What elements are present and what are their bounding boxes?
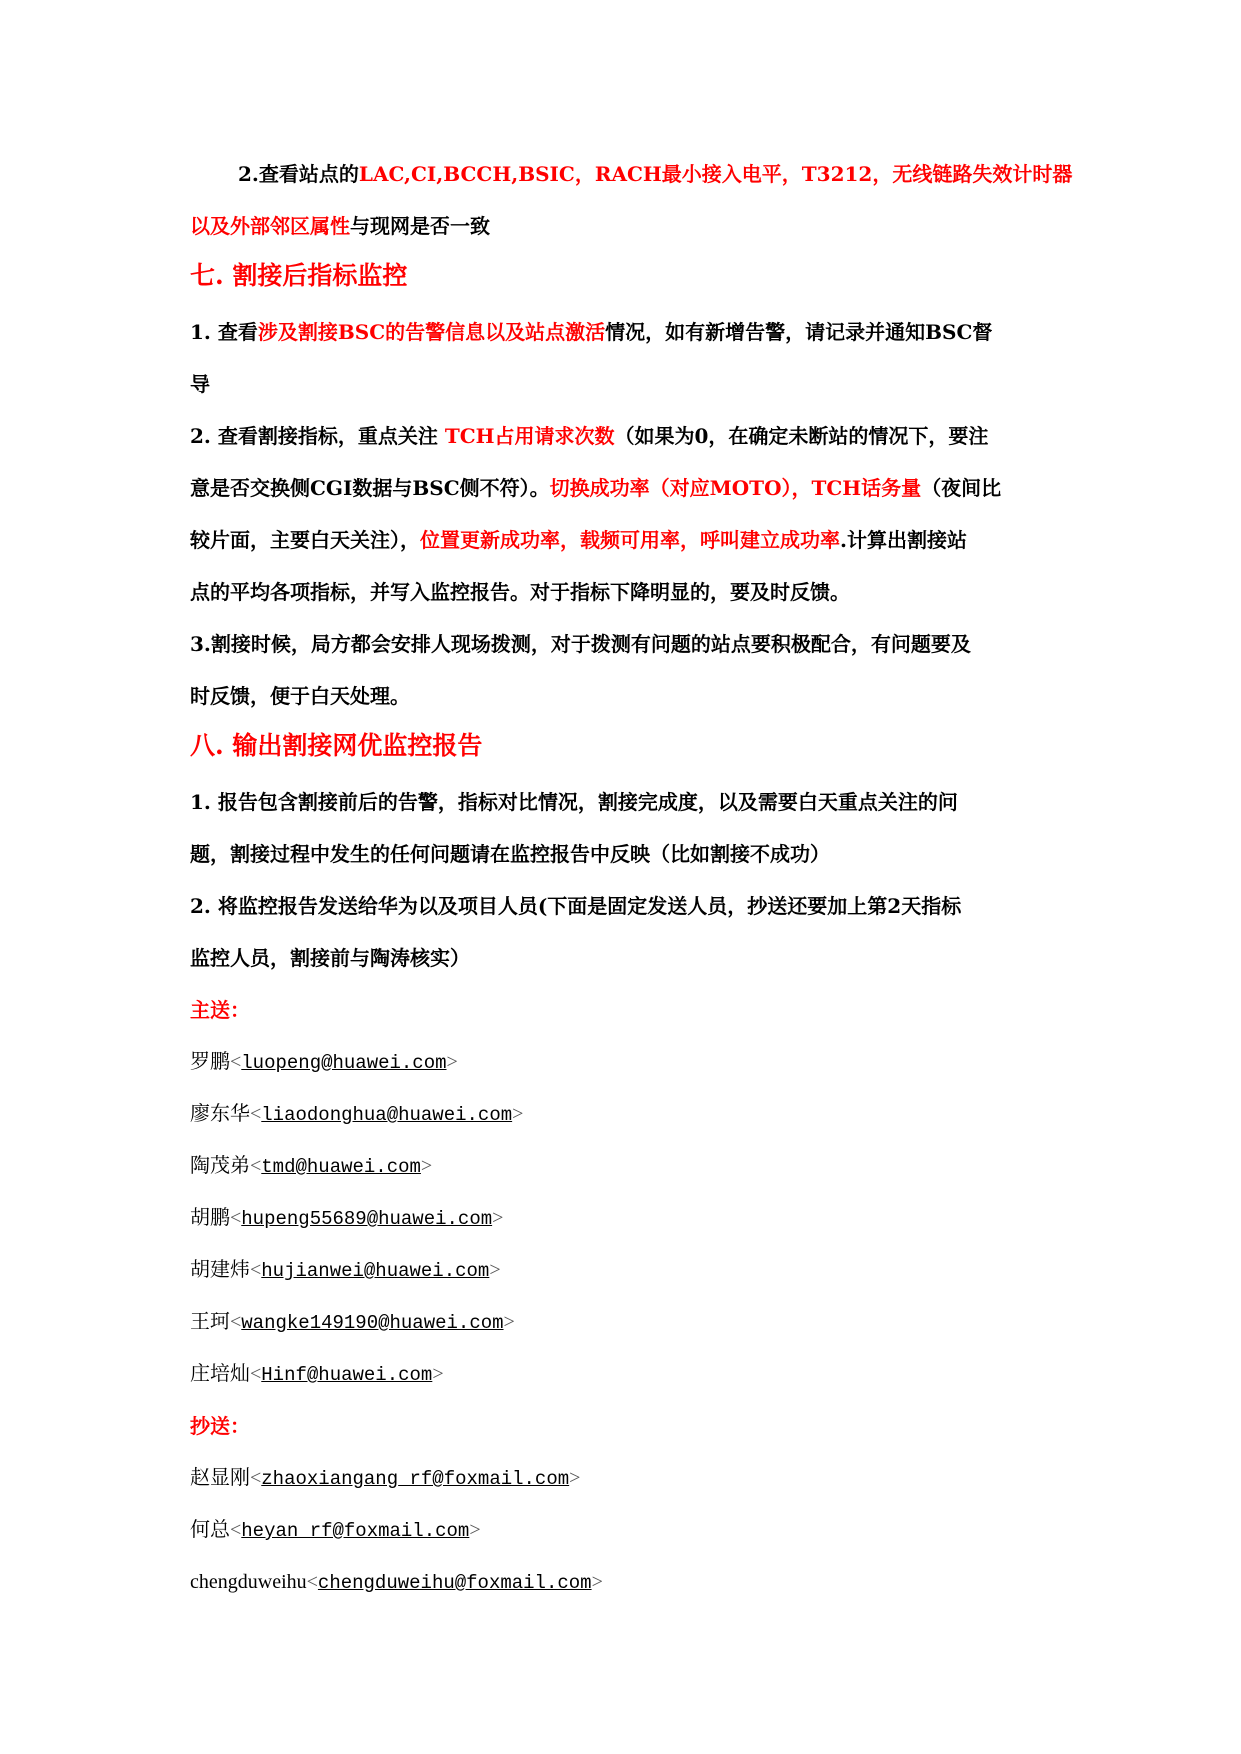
email-link[interactable]: wangke149190@huawei.com bbox=[241, 1312, 504, 1334]
highlight: TCH占用请求次数 bbox=[444, 424, 615, 448]
email-link[interactable]: chengduweihu@foxmail.com bbox=[317, 1572, 592, 1594]
contact-row: 罗鹏<luopeng@huawei.com> bbox=[190, 1051, 458, 1074]
contact-name: 胡建炜 bbox=[190, 1259, 250, 1281]
contact-row: 赵显刚<zhaoxiangang_rf@foxmail.com> bbox=[190, 1467, 581, 1490]
contact-name: 何总 bbox=[190, 1519, 230, 1541]
sec7-p3-line-2: 时反馈，便于白天处理。 bbox=[190, 684, 410, 708]
highlight: 涉及割接BSC的告警信息以及站点激活 bbox=[257, 320, 606, 344]
email-link[interactable]: heyan_rf@foxmail.com bbox=[241, 1520, 470, 1542]
to-label: 主送： bbox=[190, 998, 250, 1022]
intro-line-1 bbox=[238, 160, 1118, 188]
sec7-p2-line-3 bbox=[190, 526, 1070, 554]
contact-name: 陶茂弟 bbox=[190, 1155, 250, 1177]
intro-text: 与现网是否一致 bbox=[350, 214, 490, 238]
highlight: 位置更新成功率，载频可用率，呼叫建立成功率 bbox=[420, 528, 840, 552]
contact-row: chengduweihu<chengduweihu@foxmail.com> bbox=[190, 1571, 603, 1594]
highlight: 切换成功率（对应MOTO），TCH话务量 bbox=[549, 476, 922, 500]
intro-highlight: LAC,CI,BCCH,BSIC，RACH最小接入电平，T3212，无线链路失效计时器 bbox=[358, 162, 1073, 186]
contact-name: 胡鹏 bbox=[190, 1207, 230, 1229]
email-link[interactable]: hupeng55689@huawei.com bbox=[241, 1208, 493, 1230]
sec8-p1-line-1: 1. 报告包含割接前后的告警，指标对比情况，割接完成度，以及需要白天重点关注的问 bbox=[190, 790, 958, 814]
sec8-p2-line-1: 2. 将监控报告发送给华为以及项目人员(下面是固定发送人员，抄送还要加上第2天指标 bbox=[190, 894, 962, 918]
sec7-p3-line-1: 3.割接时候，局方都会安排人现场拨测，对于拨测有问题的站点要积极配合，有问题要及 bbox=[190, 632, 971, 656]
intro-highlight: 以及外部邻区属性 bbox=[190, 214, 350, 238]
section-7-heading: 七. 割接后指标监控 bbox=[190, 261, 408, 290]
sec7-p1-line-1 bbox=[190, 318, 1070, 346]
contact-name: chengduweihu bbox=[190, 1571, 307, 1593]
text: 意是否交换侧CGI数据与BSC侧不符）。 bbox=[190, 476, 550, 500]
contact-name: 廖东华 bbox=[190, 1103, 250, 1125]
email-link[interactable]: luopeng@huawei.com bbox=[241, 1052, 447, 1074]
sec8-p2-line-2: 监控人员，割接前与陶涛核实） bbox=[190, 946, 470, 970]
contact-name: 赵显刚 bbox=[190, 1467, 250, 1489]
sec7-p2-line-4: 点的平均各项指标，并写入监控报告。对于指标下降明显的，要及时反馈。 bbox=[190, 580, 850, 604]
contact-row: 陶茂弟<tmd@huawei.com> bbox=[190, 1155, 433, 1178]
contact-row: 胡鹏<hupeng55689@huawei.com> bbox=[190, 1207, 504, 1230]
sec8-p1-line-2: 题，割接过程中发生的任何问题请在监控报告中反映（比如割接不成功） bbox=[190, 842, 830, 866]
email-link[interactable]: zhaoxiangang_rf@foxmail.com bbox=[261, 1468, 570, 1490]
email-link[interactable]: Hinf@huawei.com bbox=[261, 1364, 433, 1386]
text: 较片面，主要白天关注）， bbox=[190, 528, 420, 552]
contact-row: 廖东华<liaodonghua@huawei.com> bbox=[190, 1103, 524, 1126]
contact-name: 罗鹏 bbox=[190, 1051, 230, 1073]
email-link[interactable]: liaodonghua@huawei.com bbox=[261, 1104, 513, 1126]
text: 1. 查看 bbox=[190, 320, 258, 344]
intro-line-2 bbox=[190, 212, 1070, 240]
text: （夜间比 bbox=[921, 476, 1002, 500]
contact-row: 胡建炜<hujianwei@huawei.com> bbox=[190, 1259, 501, 1282]
email-link[interactable]: hujianwei@huawei.com bbox=[261, 1260, 490, 1282]
sec7-p1-line-2: 导 bbox=[190, 372, 210, 396]
contact-row: 王珂<wangke149190@huawei.com> bbox=[190, 1311, 515, 1334]
email-link[interactable]: tmd@huawei.com bbox=[261, 1156, 421, 1178]
sec7-p2-line-2 bbox=[190, 474, 1070, 502]
text: 情况，如有新增告警，请记录并通知BSC督 bbox=[605, 320, 993, 344]
section-8-heading: 八. 输出割接网优监控报告 bbox=[190, 731, 483, 760]
cc-label: 抄送： bbox=[190, 1414, 250, 1438]
contact-row: 庄培灿<Hinf@huawei.com> bbox=[190, 1363, 444, 1386]
text: 2. 查看割接指标，重点关注 bbox=[190, 424, 445, 448]
contact-name: 王珂 bbox=[190, 1311, 230, 1333]
text: （如果为0，在确定未断站的情况下，要注 bbox=[614, 424, 989, 448]
contact-row: 何总<heyan_rf@foxmail.com> bbox=[190, 1519, 481, 1542]
contact-name: 庄培灿 bbox=[190, 1363, 250, 1385]
text: .计算出割接站 bbox=[840, 528, 967, 552]
sec7-p2-line-1 bbox=[190, 422, 1070, 450]
intro-text: 2.查看站点的 bbox=[238, 162, 359, 186]
